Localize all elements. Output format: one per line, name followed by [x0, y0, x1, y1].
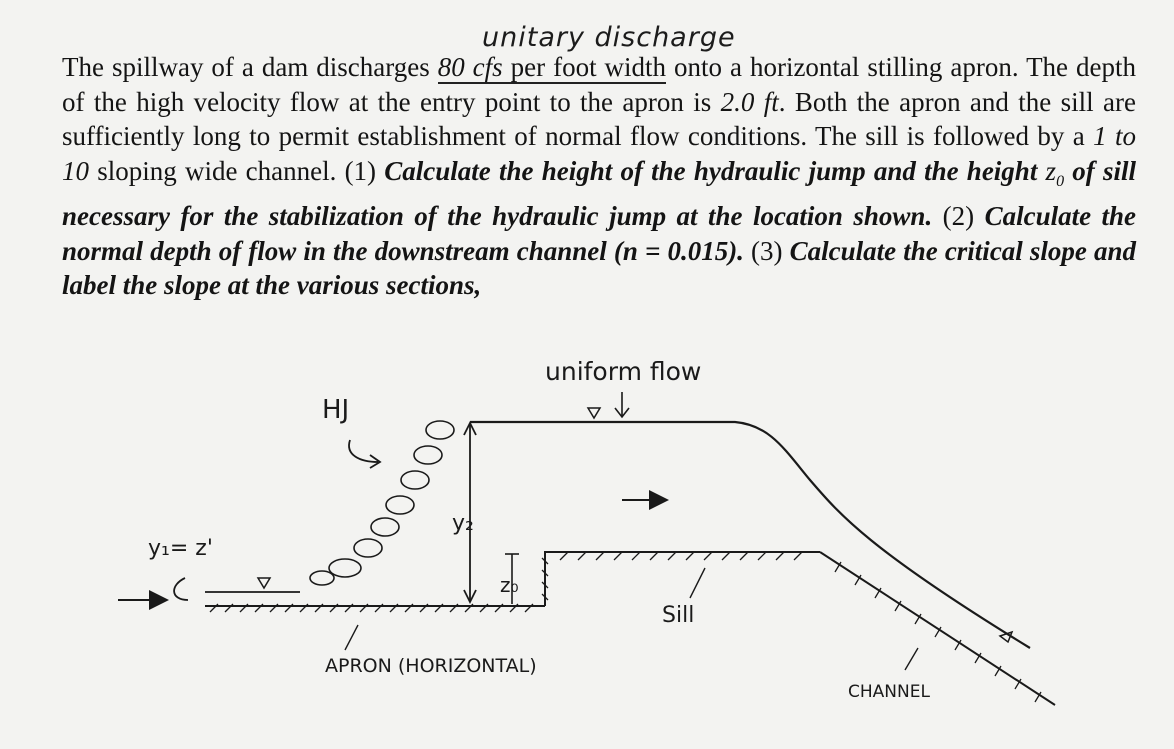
slope-value: 1 to 10: [62, 121, 1136, 186]
text-segment: (3): [743, 235, 790, 266]
text-segment: sloping wide channel. (1): [89, 155, 385, 186]
apron-ground: [205, 604, 545, 612]
z-symbol: z: [1045, 155, 1057, 186]
label-z0: z₀: [500, 573, 519, 597]
discharge-value: 80 cfs: [437, 52, 503, 82]
label-sill: Sill: [662, 603, 695, 628]
text-segment: onto a horizontal stilling apron. The depth of the high velocity flow at the entry point to the apron is: [62, 52, 1136, 117]
depth-value: 2.0 ft: [720, 86, 779, 117]
task-2-text: Calculate the normal depth of flow in the downstream channel (n = 0.015).: [62, 201, 1137, 266]
task-1-text-cont: of sill necessary for the stabilization of the hydraulic jump at the location shown.: [62, 155, 1137, 231]
task-1-text: Calculate the height of the hydraulic jump and the height: [384, 155, 1046, 186]
sill-block: [542, 552, 820, 606]
sill-leader: [690, 568, 705, 598]
channel-leader: [905, 648, 918, 670]
uniform-flow-pointer: [615, 392, 629, 417]
task-3-text: Calculate the critical slope and label the slope at the various sections,: [62, 235, 1136, 300]
text-segment: . Both the apron and the sill are sufficiently long to permit establishment of normal flow conditions. The sill is followed by a: [62, 86, 1136, 151]
annotation-unitary-discharge: unitary discharge: [482, 22, 736, 53]
text-segment: per foot width: [502, 52, 667, 82]
problem-text: [62, 50, 1136, 303]
label-y1: y₁= z': [148, 536, 213, 561]
hj-pointer-arrow: [349, 440, 380, 468]
water-surface: [470, 422, 1030, 648]
apron-leader: [345, 625, 358, 650]
label-channel: CHANNEL: [848, 682, 930, 702]
inflow-curl: [174, 578, 188, 600]
text-segment: The spillway of a dam discharges: [62, 52, 438, 82]
hydraulic-jump-roller: [310, 421, 454, 585]
label-uniform-flow: uniform flow: [545, 357, 702, 386]
label-hj: HJ: [322, 395, 350, 425]
label-apron: APRON (HORIZONTAL): [325, 655, 537, 677]
label-y2: y₂: [452, 511, 474, 536]
spillway-figure: [0, 340, 1174, 749]
z-subscript: 0: [1056, 172, 1065, 190]
text-segment: (2): [932, 201, 985, 231]
